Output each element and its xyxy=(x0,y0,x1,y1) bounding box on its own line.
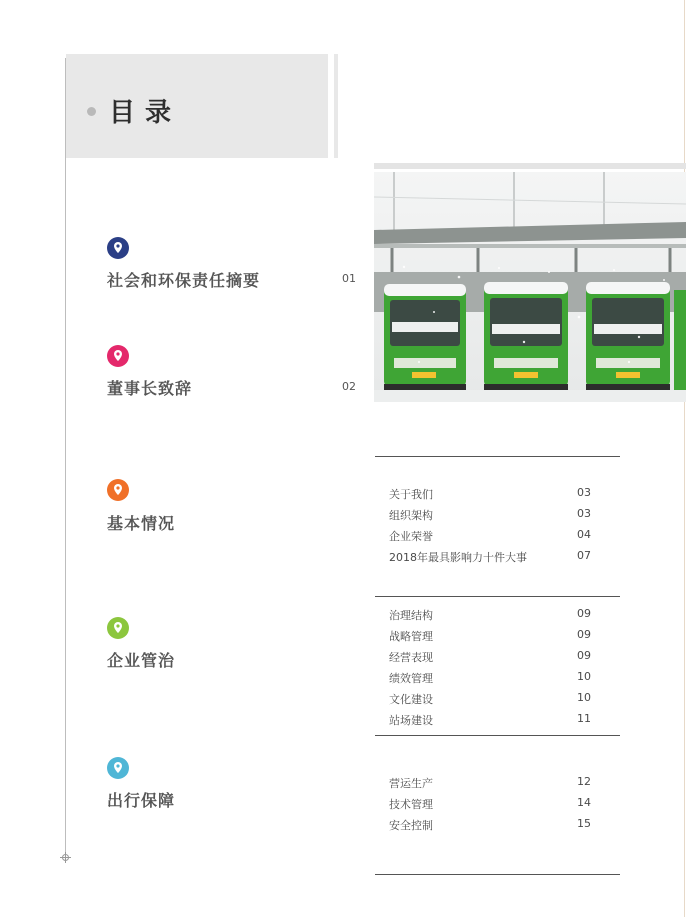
toc-entry[interactable] xyxy=(389,607,591,625)
crosshair-icon xyxy=(60,852,71,863)
toc-label: 企业荣誉 xyxy=(389,530,433,543)
toc-label: 2018年最具影响力十件大事 xyxy=(389,551,527,564)
toc-page: 04 xyxy=(577,528,591,541)
toc-label: 经营表现 xyxy=(389,651,433,664)
bullet-dot-icon xyxy=(87,107,96,116)
toc-divider xyxy=(375,874,620,875)
toc-entry[interactable] xyxy=(389,549,591,567)
toc-label: 关于我们 xyxy=(389,488,433,501)
toc-divider xyxy=(375,456,620,457)
location-pin-icon xyxy=(107,757,129,779)
location-pin-icon xyxy=(107,345,129,367)
toc-divider xyxy=(375,596,620,597)
toc-page: 09 xyxy=(577,607,591,620)
toc-page: 09 xyxy=(577,628,591,641)
title-side-bar xyxy=(334,54,338,158)
toc-page: 10 xyxy=(577,670,591,683)
toc-entry[interactable] xyxy=(389,486,591,504)
photo-top-strip xyxy=(374,163,686,169)
toc-label: 技术管理 xyxy=(389,798,433,811)
toc-label: 绩效管理 xyxy=(389,672,433,685)
toc-page: 11 xyxy=(577,712,591,725)
toc-page: 12 xyxy=(577,775,591,788)
location-pin-icon xyxy=(107,237,129,259)
toc-label: 组织架构 xyxy=(389,509,433,522)
toc-page: 09 xyxy=(577,649,591,662)
section-page: 01 xyxy=(342,272,356,285)
toc-entry[interactable] xyxy=(389,507,591,525)
toc-entry[interactable] xyxy=(389,691,591,709)
toc-label: 战略管理 xyxy=(389,630,433,643)
bus-photo xyxy=(374,172,686,402)
toc-entry[interactable] xyxy=(389,649,591,667)
section-title: 社会和环保责任摘要 xyxy=(107,271,261,290)
toc-label: 安全控制 xyxy=(389,819,433,832)
toc-page: 03 xyxy=(577,507,591,520)
section-title: 企业管治 xyxy=(107,651,176,670)
toc-label: 站场建设 xyxy=(389,714,433,727)
toc-entry[interactable] xyxy=(389,628,591,646)
toc-page: 15 xyxy=(577,817,591,830)
toc-label: 营运生产 xyxy=(389,777,433,790)
title-panel xyxy=(66,54,328,158)
toc-entry[interactable] xyxy=(389,796,591,814)
section-title: 出行保障 xyxy=(107,791,176,810)
toc-page: 10 xyxy=(577,691,591,704)
toc-entry[interactable] xyxy=(389,817,591,835)
page-title: 目录 xyxy=(109,98,182,128)
toc-entry[interactable] xyxy=(389,528,591,546)
toc-entry[interactable] xyxy=(389,712,591,730)
toc-label: 治理结构 xyxy=(389,609,433,622)
snowy-buses-image xyxy=(374,172,686,402)
toc-entry[interactable] xyxy=(389,775,591,793)
toc-divider xyxy=(375,735,620,736)
vertical-guide-line xyxy=(65,58,66,858)
section-page: 02 xyxy=(342,380,356,393)
toc-page: 14 xyxy=(577,796,591,809)
toc-label: 文化建设 xyxy=(389,693,433,706)
location-pin-icon xyxy=(107,617,129,639)
section-title: 董事长致辞 xyxy=(107,379,193,398)
section-title: 基本情况 xyxy=(107,514,176,533)
location-pin-icon xyxy=(107,479,129,501)
toc-entry[interactable] xyxy=(389,670,591,688)
toc-page: 03 xyxy=(577,486,591,499)
toc-page: 07 xyxy=(577,549,591,562)
page-edge-line xyxy=(684,0,685,917)
